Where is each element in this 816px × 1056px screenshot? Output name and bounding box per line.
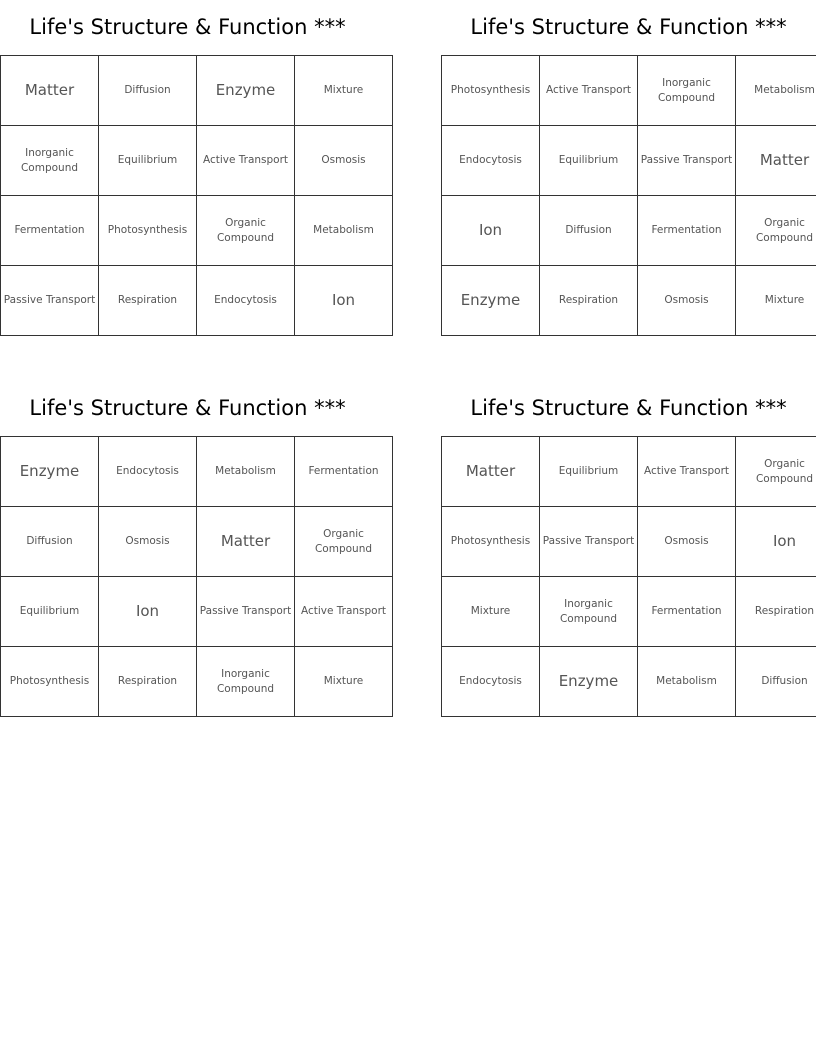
grid-cell: Matter — [442, 437, 540, 507]
grid-cell: Equilibrium — [540, 437, 638, 507]
grid-cell: Mixture — [295, 56, 393, 126]
grid-cell: Enzyme — [197, 56, 295, 126]
grid-cell: Organic Compound — [736, 437, 816, 507]
grid-cell: Matter — [197, 507, 295, 577]
card-title: Life's Structure & Function *** — [470, 15, 787, 39]
bingo-grid — [441, 436, 816, 717]
grid-cell: Fermentation — [1, 196, 99, 266]
grid-cell: Ion — [442, 196, 540, 266]
grid-cell: Respiration — [99, 647, 197, 717]
grid-cell: Passive Transport — [197, 577, 295, 647]
grid-cell: Photosynthesis — [442, 507, 540, 577]
bingo-card-3 — [0, 381, 387, 717]
grid-cell: Diffusion — [1, 507, 99, 577]
grid-row — [1, 507, 393, 577]
grid-cell: Passive Transport — [638, 126, 736, 196]
grid-cell: Equilibrium — [1, 577, 99, 647]
grid-cell: Osmosis — [638, 507, 736, 577]
grid-row — [442, 507, 816, 577]
grid-cell: Metabolism — [736, 56, 816, 126]
grid-cell: Osmosis — [99, 507, 197, 577]
grid-cell: Endocytosis — [197, 266, 295, 336]
grid-cell: Endocytosis — [99, 437, 197, 507]
bingo-card-4 — [441, 381, 816, 717]
card-title: Life's Structure & Function *** — [470, 396, 787, 420]
grid-cell: Respiration — [736, 577, 816, 647]
grid-row — [442, 437, 816, 507]
grid-cell: Ion — [99, 577, 197, 647]
grid-row — [1, 647, 393, 717]
grid-cell: Active Transport — [638, 437, 736, 507]
grid-cell: Matter — [1, 56, 99, 126]
grid-cell: Organic Compound — [197, 196, 295, 266]
grid-cell: Diffusion — [540, 196, 638, 266]
grid-row — [1, 126, 393, 196]
grid-cell: Respiration — [540, 266, 638, 336]
grid-row — [442, 126, 816, 196]
grid-row — [1, 196, 393, 266]
grid-cell: Equilibrium — [99, 126, 197, 196]
grid-row — [1, 56, 393, 126]
grid-row — [442, 56, 816, 126]
card-title: Life's Structure & Function *** — [29, 396, 346, 420]
bingo-grid — [0, 55, 393, 336]
bingo-card-2 — [441, 0, 816, 336]
grid-row — [442, 577, 816, 647]
grid-cell: Organic Compound — [295, 507, 393, 577]
grid-cell: Equilibrium — [540, 126, 638, 196]
grid-cell: Enzyme — [540, 647, 638, 717]
grid-cell: Fermentation — [638, 577, 736, 647]
grid-cell: Diffusion — [736, 647, 816, 717]
grid-cell: Mixture — [736, 266, 816, 336]
grid-cell: Metabolism — [197, 437, 295, 507]
grid-cell: Inorganic Compound — [638, 56, 736, 126]
grid-cell: Photosynthesis — [442, 56, 540, 126]
grid-cell: Fermentation — [295, 437, 393, 507]
grid-cell: Inorganic Compound — [197, 647, 295, 717]
grid-cell: Mixture — [442, 577, 540, 647]
grid-cell: Enzyme — [442, 266, 540, 336]
bingo-card-1 — [0, 0, 375, 336]
grid-cell: Inorganic Compound — [1, 126, 99, 196]
grid-cell: Photosynthesis — [1, 647, 99, 717]
grid-cell: Endocytosis — [442, 647, 540, 717]
bingo-grid — [441, 55, 816, 336]
bingo-grid — [0, 436, 393, 717]
grid-cell: Metabolism — [295, 196, 393, 266]
grid-cell: Mixture — [295, 647, 393, 717]
card-title: Life's Structure & Function *** — [29, 15, 346, 39]
grid-cell: Inorganic Compound — [540, 577, 638, 647]
grid-cell: Ion — [295, 266, 393, 336]
grid-row — [1, 437, 393, 507]
grid-cell: Passive Transport — [540, 507, 638, 577]
grid-cell: Osmosis — [638, 266, 736, 336]
grid-cell: Passive Transport — [1, 266, 99, 336]
grid-cell: Matter — [736, 126, 816, 196]
grid-row — [442, 196, 816, 266]
grid-cell: Diffusion — [99, 56, 197, 126]
grid-cell: Respiration — [99, 266, 197, 336]
grid-row — [442, 266, 816, 336]
grid-cell: Metabolism — [638, 647, 736, 717]
grid-cell: Active Transport — [540, 56, 638, 126]
grid-cell: Ion — [736, 507, 816, 577]
grid-cell: Fermentation — [638, 196, 736, 266]
grid-cell: Osmosis — [295, 126, 393, 196]
grid-row — [1, 266, 393, 336]
grid-row — [442, 647, 816, 717]
grid-cell: Active Transport — [197, 126, 295, 196]
grid-row — [1, 577, 393, 647]
grid-cell: Active Transport — [295, 577, 393, 647]
grid-cell: Photosynthesis — [99, 196, 197, 266]
grid-cell: Organic Compound — [736, 196, 816, 266]
grid-cell: Enzyme — [1, 437, 99, 507]
grid-cell: Endocytosis — [442, 126, 540, 196]
